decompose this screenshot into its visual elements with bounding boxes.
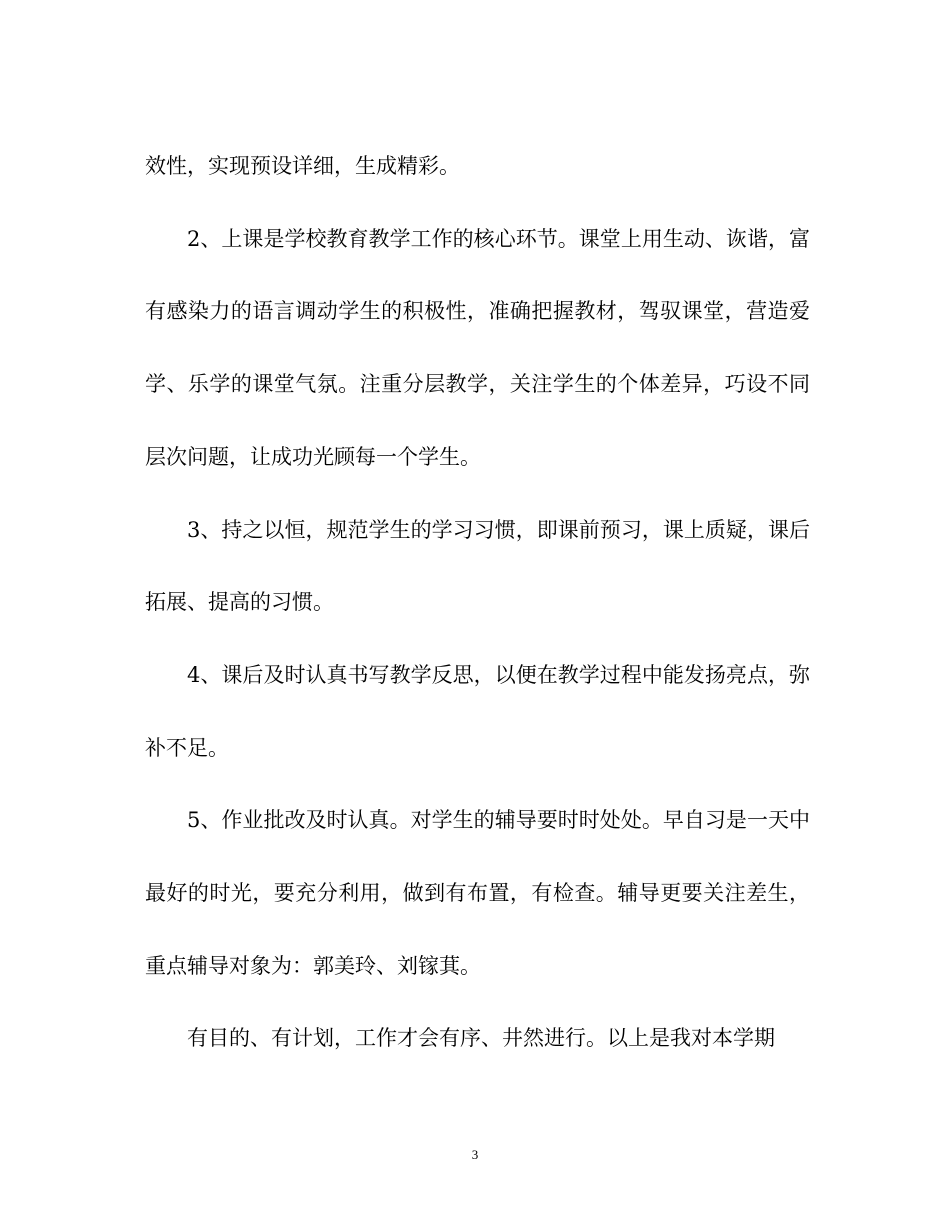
paragraph-continuation: 效性，实现预设详细，生成精彩。 [145, 154, 460, 178]
paragraph-item-4: 4、课后及时认真书写教学反思，以便在教学过程中能发扬亮点，弥补不足。 [145, 662, 810, 760]
page-number: 3 [471, 1147, 479, 1162]
body-text [145, 130, 810, 1075]
paragraph-summary: 有目的、有计划，工作才会有序、井然进行。以上是我对本学期 [187, 1026, 775, 1051]
paragraph-item-2: 2、上课是学校教育教学工作的核心环节。课堂上用生动、诙谐，富有感染力的语言调动学生的积极性，准确把握教材，驾驭课堂，营造爱学、乐学的课堂气氛。注重分层教学，关注学生的个体差异，巧设不同层次问题，让成功光顾每一个学生。 [145, 226, 810, 469]
paragraph-item-3: 3、持之以恒，规范学生的学习习惯，即课前预习，课上质疑，课后拓展、提高的习惯。 [145, 517, 810, 615]
paragraph-item-5: 5、作业批改及时认真。对学生的辅导要时时处处。早自习是一天中最好的时光，要充分利用，做到有布置，有检查。辅导更要关注差生，重点辅导对象为：郭美玲、刘镓萁。 [145, 808, 810, 978]
